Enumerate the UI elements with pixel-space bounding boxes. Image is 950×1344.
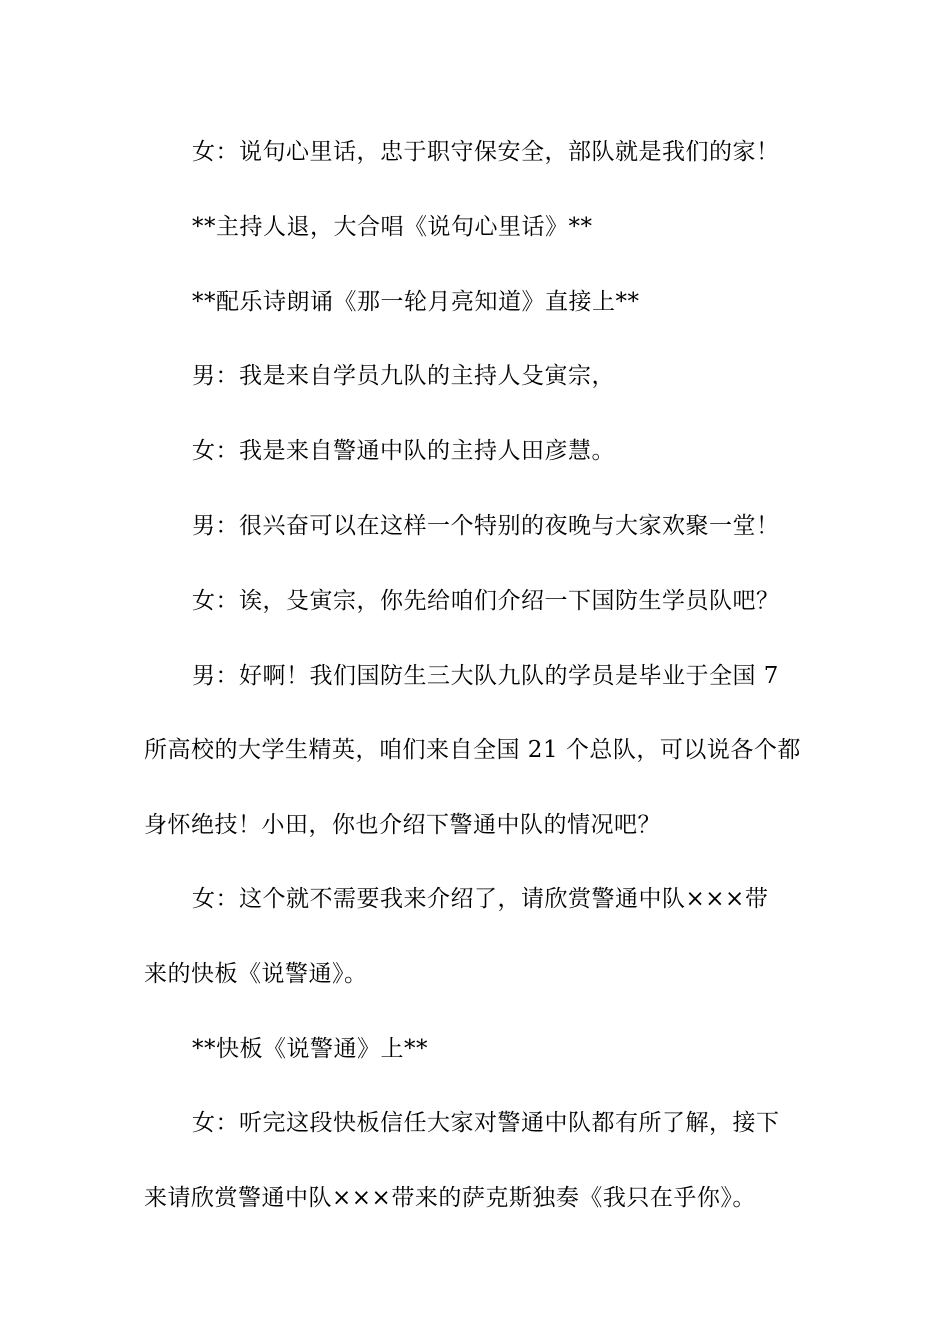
text-line: **配乐诗朗诵《那一轮月亮知道》直接上** [192, 289, 640, 315]
text-line: 女：这个就不需要我来介绍了，请欣赏警通中队×××带 [192, 886, 769, 912]
text-line: 男：好啊！我们国防生三大队九队的学员是毕业于全国 7 [192, 663, 779, 689]
text-line: **快板《说警通》上** [192, 1036, 428, 1062]
text-line: 身怀绝技！小田，你也介绍下警通中队的情况吧？ [144, 812, 661, 838]
text-line: 所高校的大学生精英，咱们来自全国 21 个总队，可以说各个都 [144, 737, 801, 763]
text-line: 女：我是来自警通中队的主持人田彦慧。 [192, 438, 615, 464]
text-line: 男：很兴奋可以在这样一个特别的夜晚与大家欢聚一堂！ [192, 513, 780, 539]
text-line: 来请欣赏警通中队×××带来的萨克斯独奏《我只在乎你》。 [144, 1185, 756, 1211]
text-line: 来的快板《说警通》。 [144, 961, 368, 987]
text-line: **主持人退，大合唱《说句心里话》** [192, 214, 593, 240]
text-line: 女：诶，殳寅宗，你先给咱们介绍一下国防生学员队吧？ [192, 588, 780, 614]
text-line: 男：我是来自学员九队的主持人殳寅宗， [192, 363, 615, 389]
text-line: 女：听完这段快板信任大家对警通中队都有所了解，接下 [192, 1110, 780, 1136]
text-line: 女：说句心里话，忠于职守保安全，部队就是我们的家！ [192, 139, 780, 165]
